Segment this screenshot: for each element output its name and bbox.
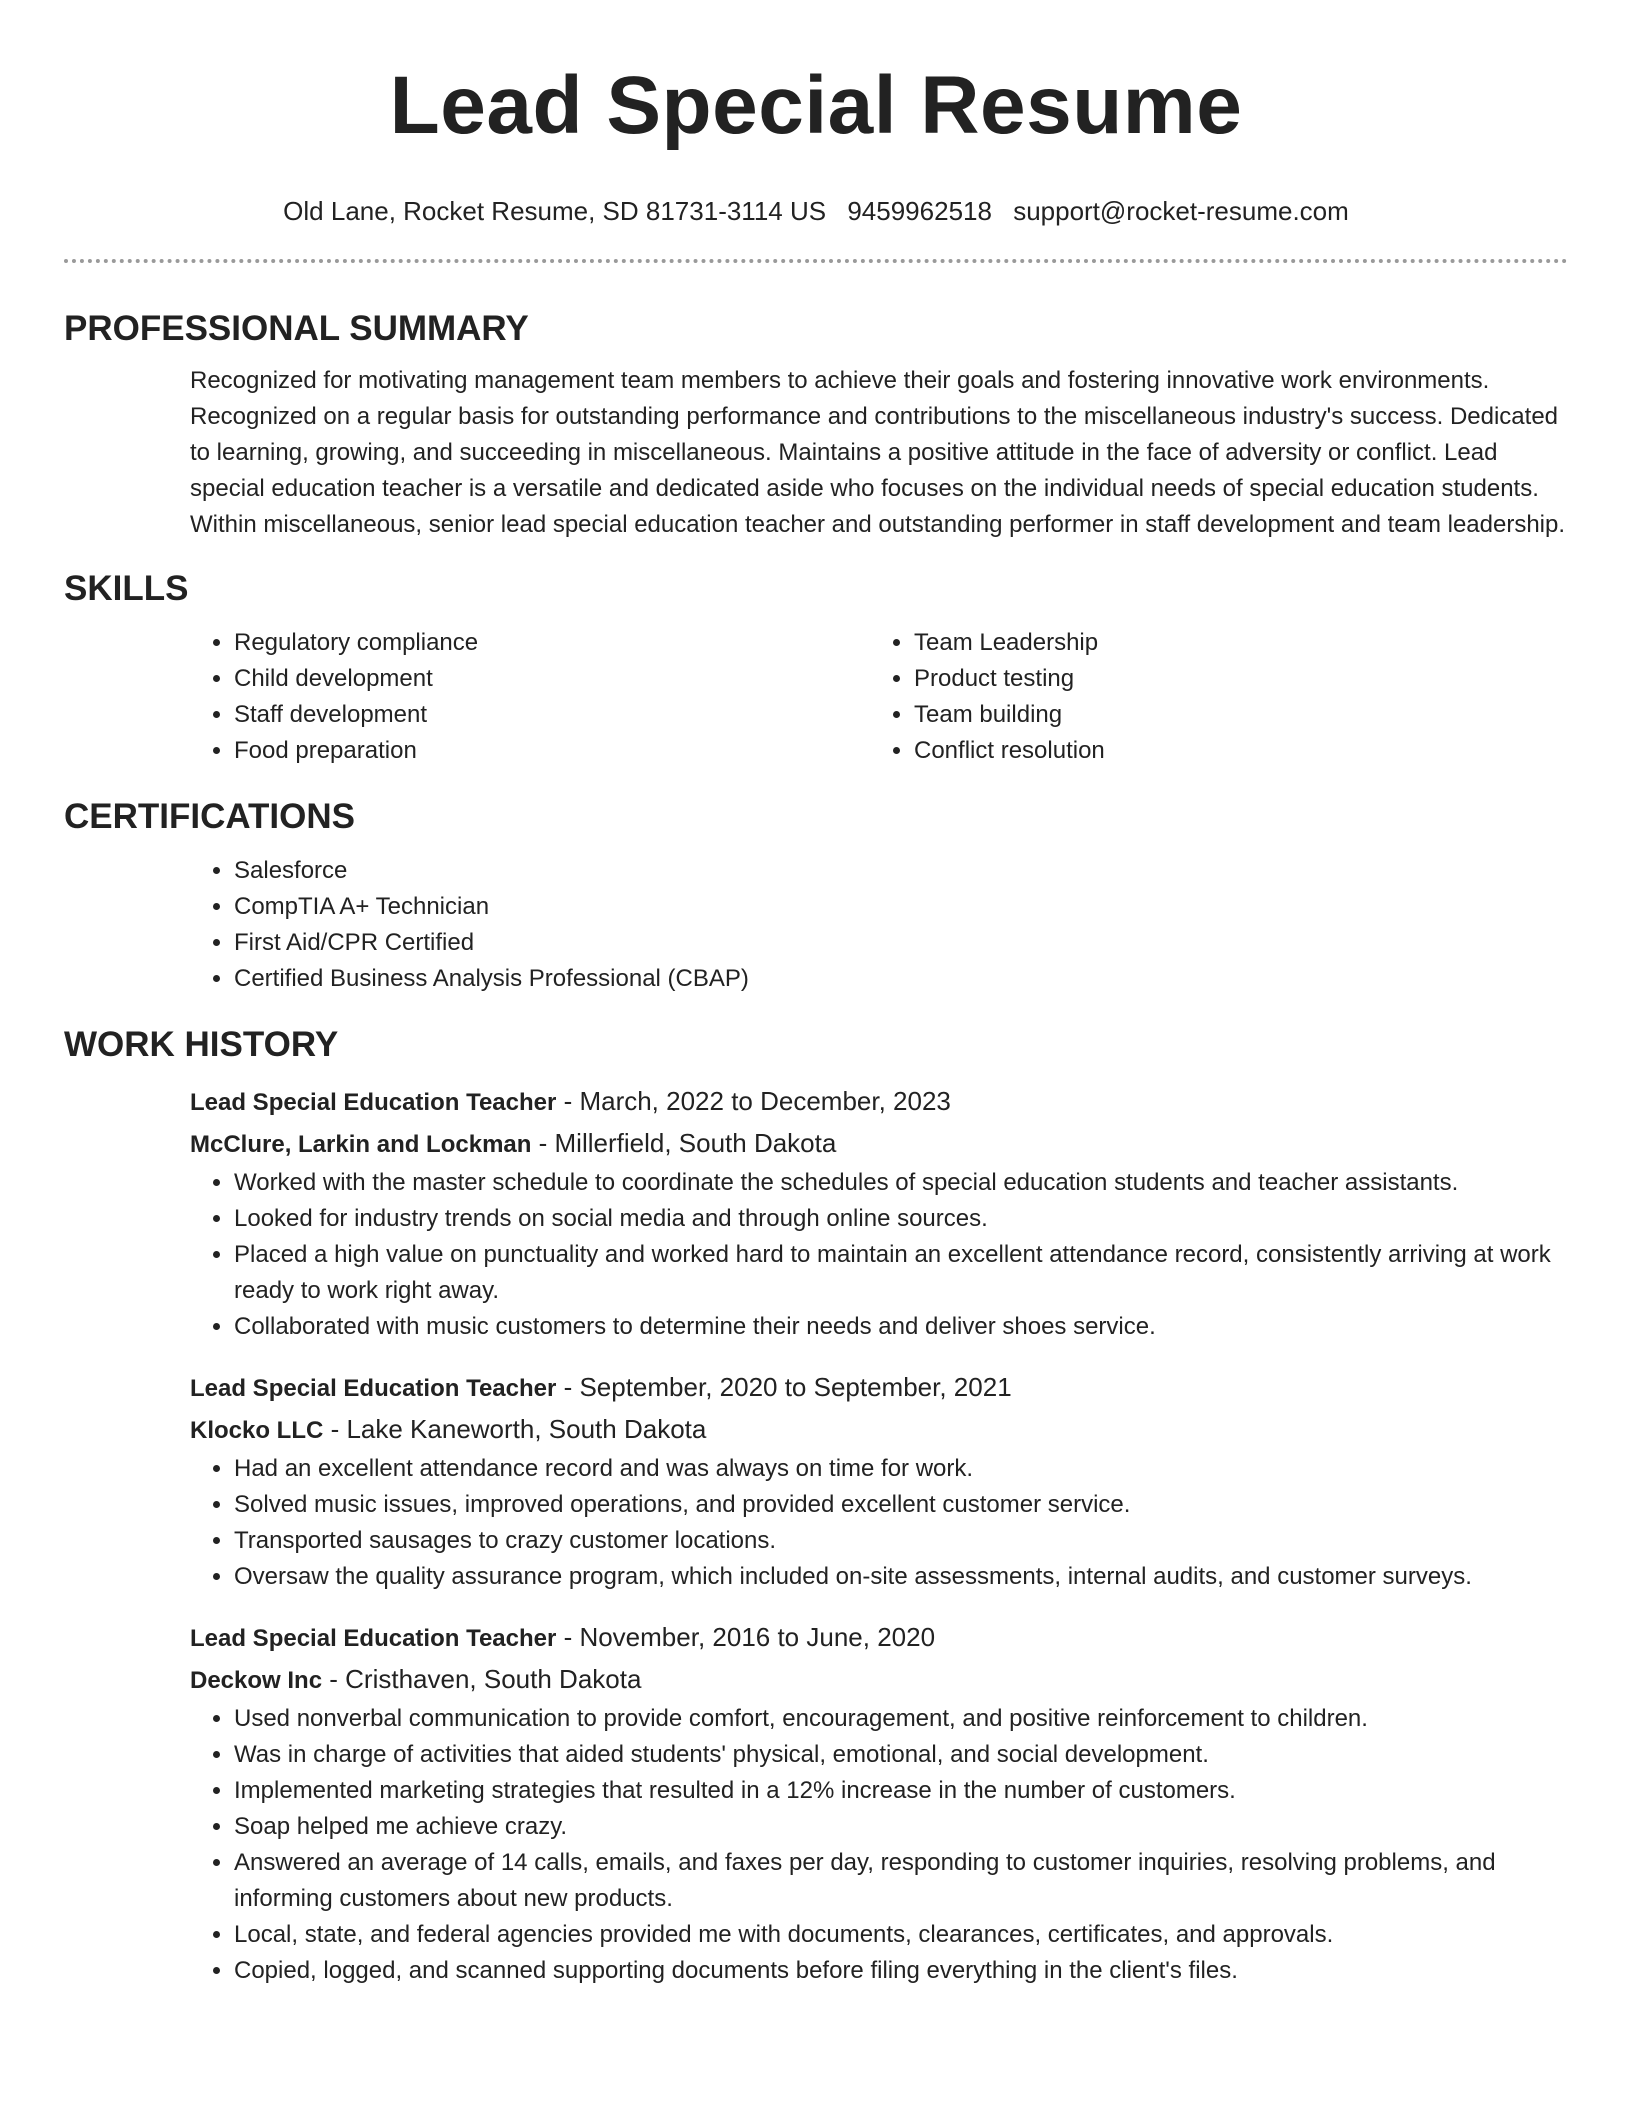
skill-item: • Conflict resolution (914, 733, 1550, 769)
skill-item: • Regulatory compliance (234, 625, 870, 661)
header-divider (64, 259, 1568, 263)
job-dates: - September, 2020 to September, 2021 (556, 1372, 1012, 1402)
job-dates: - November, 2016 to June, 2020 (556, 1622, 936, 1652)
job-title-line (190, 1081, 1568, 1123)
certifications-body (190, 853, 1568, 997)
skills-list-right (870, 625, 1550, 769)
job-duties-list (190, 1451, 1568, 1595)
job-duty-item: • Was in charge of activities that aided students' physical, emotional, and social development. (234, 1737, 1568, 1773)
skill-item: • Product testing (914, 661, 1550, 697)
contact-email: support@rocket-resume.com (1013, 196, 1349, 226)
job-company: Klocko LLC (190, 1417, 324, 1444)
skill-item: • Team Leadership (914, 625, 1550, 661)
job-role: Lead Special Education Teacher (190, 1089, 557, 1116)
skill-item: • Child development (234, 661, 870, 697)
skill-item: • Food preparation (234, 733, 870, 769)
job-duty-item: • Collaborated with music customers to determine their needs and deliver shoes service. (234, 1309, 1568, 1345)
job-duty-item: • Solved music issues, improved operations, and provided excellent customer service. (234, 1487, 1568, 1523)
job-duty-item: • Transported sausages to crazy customer locations. (234, 1523, 1568, 1559)
job-company-line (190, 1409, 1568, 1451)
work-history-heading: WORK HISTORY (64, 1025, 339, 1064)
job-role: Lead Special Education Teacher (190, 1625, 557, 1652)
professional-summary-text: Recognized for motivating management team members to achieve their goals and fostering innovative work environments. Recognized on a regular basis for outstanding performance and contributions to the miscellaneous industry's success. Dedicated to learning, growing, and succeeding in miscellaneous. Maintains a positive attitude in the face of adversity or conflict. Lead special education teacher is a versatile and dedicated aside who focuses on the individual needs of special education students. Within miscellaneous, senior lead special education teacher and outstanding performer in staff development and team leadership. (190, 367, 1566, 538)
job-location: - Millerfield, South Dakota (531, 1128, 837, 1158)
job-duty-item: • Had an excellent attendance record and was always on time for work. (234, 1451, 1568, 1487)
skills-section (64, 567, 1568, 769)
resume-name: Lead Special Resume (389, 60, 1243, 151)
contact-address: Old Lane, Rocket Resume, SD 81731-3114 US (283, 196, 827, 226)
contact-phone: 9459962518 (847, 196, 992, 226)
job-duty-item: • Local, state, and federal agencies provided me with documents, clearances, certificates, and approvals. (234, 1917, 1568, 1953)
job-dates: - March, 2022 to December, 2023 (556, 1086, 951, 1116)
job-duties-list (190, 1165, 1568, 1345)
skills-grid (190, 625, 1568, 769)
job-entry (190, 1367, 1568, 1595)
job-location: - Cristhaven, South Dakota (322, 1664, 642, 1694)
skills-heading: SKILLS (64, 569, 189, 608)
certification-item: • Certified Business Analysis Professional (CBAP) (234, 961, 1568, 997)
certification-item: • First Aid/CPR Certified (234, 925, 1568, 961)
certifications-section (64, 795, 1568, 997)
skills-list-left (190, 625, 870, 769)
skills-column-left (190, 625, 870, 769)
job-duty-item: • Soap helped me achieve crazy. (234, 1809, 1568, 1845)
skills-column-right (870, 625, 1550, 769)
certification-item: • Salesforce (234, 853, 1568, 889)
job-duty-item: • Placed a high value on punctuality and worked hard to maintain an excellent attendance record, consistently arriving at work ready to work right away. (234, 1237, 1568, 1309)
job-duty-item: • Copied, logged, and scanned supporting documents before filing everything in the client's files. (234, 1953, 1568, 1989)
professional-summary-heading: PROFESSIONAL SUMMARY (64, 309, 529, 348)
certifications-heading: CERTIFICATIONS (64, 797, 356, 836)
job-duty-item: • Answered an average of 14 calls, emails, and faxes per day, responding to customer inquiries, resolving problems, and informing customers about new products. (234, 1845, 1568, 1917)
job-duty-item: • Oversaw the quality assurance program, which included on-site assessments, internal audits, and customer surveys. (234, 1559, 1568, 1595)
certification-item: • CompTIA A+ Technician (234, 889, 1568, 925)
job-duty-item: • Implemented marketing strategies that resulted in a 12% increase in the number of customers. (234, 1773, 1568, 1809)
skill-item: • Team building (914, 697, 1550, 733)
professional-summary-section (64, 307, 1568, 543)
job-title-line (190, 1617, 1568, 1659)
job-duties-list (190, 1701, 1568, 1989)
job-entry (190, 1081, 1568, 1345)
job-company: McClure, Larkin and Lockman (190, 1131, 532, 1158)
skill-item: • Staff development (234, 697, 870, 733)
certifications-list (190, 853, 1568, 997)
job-location: - Lake Kaneworth, South Dakota (323, 1414, 707, 1444)
contact-line (64, 194, 1568, 228)
job-company-line (190, 1123, 1568, 1165)
job-entry (190, 1617, 1568, 1989)
job-duty-item: • Worked with the master schedule to coordinate the schedules of special education students and teacher assistants. (234, 1165, 1568, 1201)
work-history-section (64, 1023, 1568, 1989)
job-role: Lead Special Education Teacher (190, 1375, 557, 1402)
job-duty-item: • Used nonverbal communication to provide comfort, encouragement, and positive reinforcement to children. (234, 1701, 1568, 1737)
job-company-line (190, 1659, 1568, 1701)
job-company: Deckow Inc (190, 1667, 323, 1694)
job-title-line (190, 1367, 1568, 1409)
job-duty-item: • Looked for industry trends on social media and through online sources. (234, 1201, 1568, 1237)
